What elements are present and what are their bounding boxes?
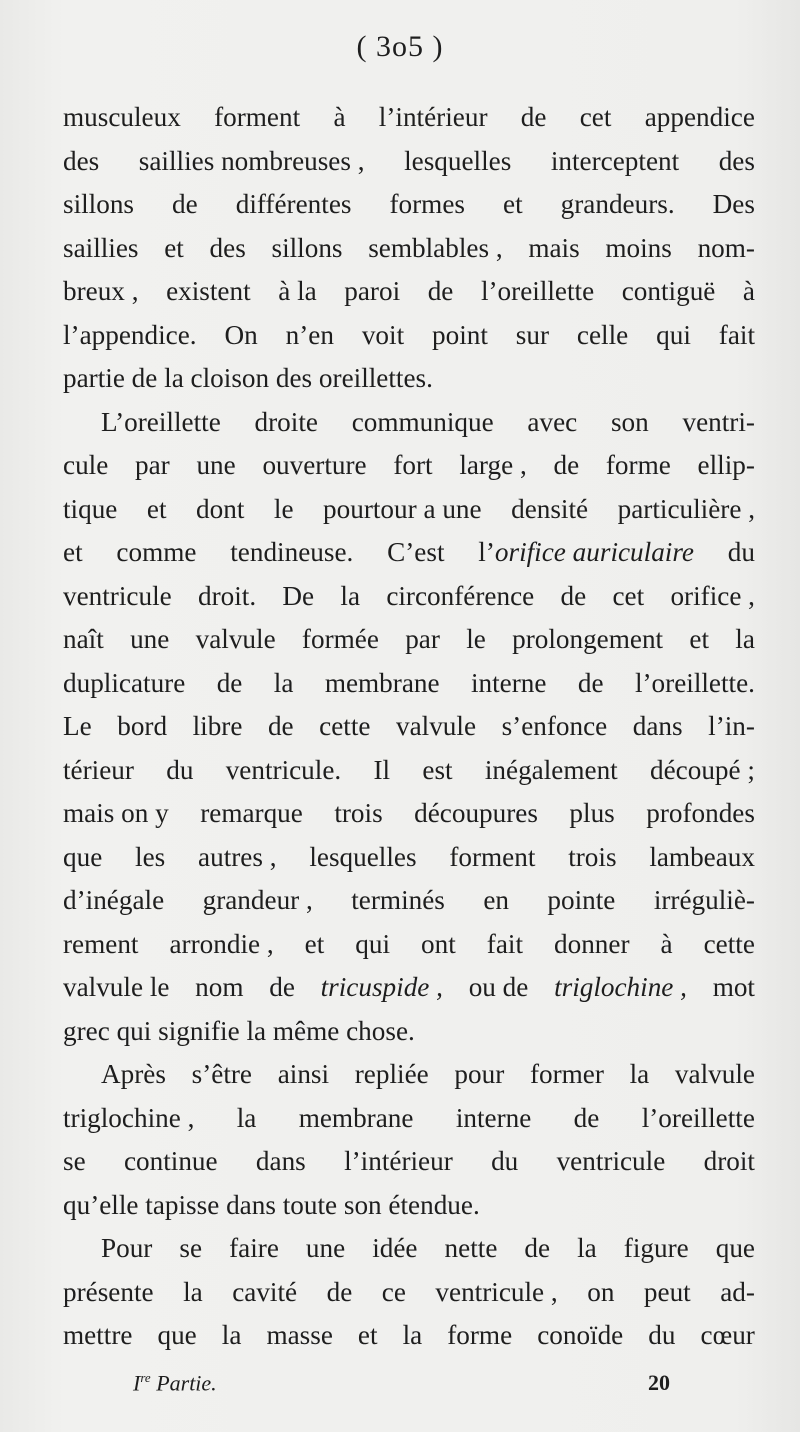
- word: duplicature: [63, 667, 186, 698]
- word: ouverture: [262, 450, 367, 480]
- word: du: [491, 1146, 519, 1176]
- word: droite: [254, 406, 318, 437]
- word: de: [172, 189, 198, 219]
- signature-roman: I: [133, 1370, 141, 1396]
- word: comme: [116, 537, 197, 567]
- word: le: [466, 624, 486, 654]
- word: terminés: [351, 885, 445, 915]
- word: sur: [515, 319, 550, 350]
- text-line: [63, 923, 755, 967]
- word: remarque: [200, 798, 303, 828]
- word: du: [648, 1320, 676, 1350]
- word: droit.: [197, 580, 257, 611]
- word: dans: [255, 1146, 306, 1176]
- page-footer: [0, 1370, 800, 1406]
- word: tique: [63, 493, 118, 524]
- word: que: [715, 1233, 755, 1263]
- word: idée: [372, 1233, 418, 1263]
- word: masse: [266, 1320, 333, 1350]
- word: Après: [101, 1059, 166, 1089]
- text-line: [63, 1271, 755, 1315]
- word: Des: [712, 189, 755, 219]
- word: ont: [421, 928, 456, 959]
- word: faire: [229, 1233, 279, 1263]
- word: la: [735, 624, 755, 654]
- text-line: [63, 401, 755, 445]
- word: arrondie ,: [169, 928, 274, 959]
- word: du: [727, 537, 755, 567]
- word: membrane: [298, 1102, 414, 1133]
- word: cule: [63, 450, 109, 480]
- word: circonférence: [386, 580, 535, 611]
- word: formée: [301, 624, 379, 654]
- word: que: [157, 1320, 197, 1350]
- text-line: [63, 618, 755, 662]
- word: ellip-: [697, 450, 755, 480]
- word: qui: [355, 928, 391, 959]
- word: forme: [605, 450, 671, 480]
- word: irréguliè-: [653, 885, 755, 915]
- text-line: [63, 357, 755, 401]
- word: à: [333, 102, 346, 132]
- word: l’in-: [708, 711, 755, 741]
- word: est: [422, 754, 453, 785]
- word: de: [267, 711, 294, 741]
- text-line: [63, 1227, 755, 1271]
- word: les: [135, 841, 166, 872]
- word: paroi: [344, 276, 401, 306]
- word: contiguë: [621, 276, 716, 306]
- word: le: [273, 493, 294, 524]
- word: l’oreillette.: [634, 667, 755, 698]
- word: par: [135, 450, 170, 480]
- word: plus: [569, 798, 615, 828]
- word: breux ,: [63, 276, 139, 306]
- text-line: [63, 96, 755, 140]
- word: dont: [196, 493, 245, 524]
- word: découpé ;: [650, 754, 755, 785]
- signature-superscript: re: [140, 1370, 151, 1385]
- word: nom: [195, 972, 244, 1002]
- word: térieur: [63, 754, 134, 785]
- word: trois: [334, 798, 383, 828]
- word: qui: [656, 319, 691, 350]
- word: se: [63, 1146, 86, 1176]
- word: De: [282, 580, 315, 611]
- word: Le: [63, 711, 92, 741]
- word: la: [402, 1320, 423, 1350]
- word: semblables ,: [368, 232, 503, 263]
- word: et: [503, 189, 523, 219]
- body-text: [63, 96, 755, 1358]
- word: mot: [712, 972, 755, 1002]
- word: avec: [527, 406, 578, 437]
- word: tricuspide ,: [320, 972, 443, 1002]
- text-line: [63, 662, 755, 706]
- text-line: [63, 227, 755, 271]
- word: cette: [703, 928, 755, 959]
- text-line: [63, 1140, 755, 1184]
- word: forme: [447, 1320, 513, 1350]
- word: forment: [214, 102, 301, 132]
- word: et: [146, 493, 167, 524]
- text-line: [63, 1314, 755, 1358]
- word: son: [610, 406, 649, 437]
- word: fort: [393, 450, 433, 480]
- word: interne: [455, 1102, 532, 1133]
- word: orifice auriculaire: [494, 537, 694, 567]
- word: bord: [117, 711, 168, 741]
- word: sillons: [63, 189, 135, 219]
- word-group: [478, 531, 694, 575]
- word: densité: [511, 493, 589, 524]
- text-line: [63, 792, 755, 836]
- word: appendice: [644, 102, 755, 132]
- signature-mark: [133, 1370, 217, 1396]
- word: droit: [703, 1146, 755, 1176]
- word: en: [483, 885, 509, 915]
- word: saillies nombreuses ,: [138, 145, 365, 176]
- word: particulière ,: [617, 493, 755, 524]
- word: l’oreillette: [480, 276, 595, 306]
- word: dans: [632, 711, 683, 741]
- word: pourtour a une: [323, 493, 482, 524]
- signature-word: Partie.: [156, 1370, 217, 1396]
- word: libre: [192, 711, 243, 741]
- word: de: [216, 667, 243, 698]
- word: par: [405, 624, 440, 654]
- word: à: [742, 276, 755, 306]
- text-line: [63, 314, 755, 358]
- word: ventricule: [63, 580, 172, 611]
- text-line: [63, 488, 755, 532]
- word: celle: [576, 319, 629, 350]
- text-line: [63, 183, 755, 227]
- word: orifice ,: [670, 580, 755, 611]
- word: de: [560, 580, 587, 611]
- word: musculeux: [63, 102, 181, 132]
- word: cet: [579, 102, 612, 132]
- word: l’intérieur: [344, 1146, 453, 1176]
- text-line: [63, 1010, 755, 1054]
- word: moins: [605, 232, 672, 263]
- word: de: [269, 972, 295, 1002]
- word: des: [63, 145, 100, 176]
- word: former: [529, 1059, 604, 1089]
- word: point: [432, 319, 488, 350]
- text-line: [63, 270, 755, 314]
- word: trois: [568, 841, 617, 872]
- word: conoïde: [537, 1320, 624, 1350]
- word: lambeaux: [649, 841, 755, 872]
- word: saillies: [63, 232, 139, 263]
- word: et: [304, 928, 325, 959]
- word: On: [224, 319, 258, 350]
- text-line: [63, 575, 755, 619]
- word: l’oreillette: [641, 1102, 755, 1133]
- text-line: [63, 1184, 755, 1228]
- word: une: [130, 624, 170, 654]
- word: grandeurs.: [560, 189, 675, 219]
- word: ventri-: [682, 406, 755, 437]
- word: triglochine ,: [63, 1102, 195, 1133]
- word: valvule: [195, 624, 276, 654]
- word: cœur: [700, 1320, 755, 1350]
- word: fait: [486, 928, 524, 959]
- word: de: [520, 102, 547, 132]
- word: découpures: [414, 798, 538, 828]
- word: C’est: [387, 537, 445, 567]
- word: la: [236, 1102, 257, 1133]
- word: de: [573, 1102, 600, 1133]
- word: du: [166, 754, 194, 785]
- word: large ,: [459, 450, 527, 480]
- word: des: [718, 145, 755, 176]
- word: présente: [63, 1276, 154, 1307]
- word: l’intérieur: [378, 102, 488, 132]
- text-line: [63, 1053, 755, 1097]
- word: mais: [528, 232, 580, 263]
- word: continue: [123, 1146, 218, 1176]
- word: fait: [718, 319, 755, 350]
- word: pour: [454, 1059, 505, 1089]
- word: s’enfonce: [501, 711, 608, 741]
- word: existent: [166, 276, 251, 306]
- word: à la: [278, 276, 317, 306]
- word: lesquelles: [309, 841, 417, 872]
- word: cavité: [232, 1276, 298, 1307]
- word: à: [660, 928, 673, 959]
- word: la: [273, 667, 294, 698]
- word: interne: [470, 667, 547, 698]
- word: peut: [643, 1276, 691, 1307]
- word: la: [577, 1233, 597, 1263]
- text-line: [63, 140, 755, 184]
- word: Pour: [101, 1233, 153, 1263]
- word: grec qui signifie la même chose.: [63, 1015, 415, 1046]
- word: communique: [351, 406, 494, 437]
- word: nom-: [697, 232, 755, 263]
- word: mettre: [63, 1320, 133, 1350]
- word: et: [63, 537, 83, 567]
- word: valvule le: [63, 972, 170, 1002]
- word: et: [689, 624, 710, 654]
- word: forment: [449, 841, 536, 872]
- word: la: [629, 1059, 650, 1089]
- word: la: [221, 1320, 242, 1350]
- word: que: [63, 841, 103, 872]
- word: une: [305, 1233, 346, 1263]
- word: rement: [63, 928, 139, 959]
- text-line: [63, 966, 755, 1010]
- word: se: [179, 1233, 203, 1263]
- word: ou de: [468, 972, 529, 1002]
- word: s’être: [191, 1059, 253, 1089]
- word: la: [183, 1276, 203, 1307]
- word: repliée: [354, 1059, 429, 1089]
- text-line: [63, 1097, 755, 1141]
- word: interceptent: [550, 145, 680, 176]
- word: donner: [554, 928, 630, 959]
- text-line: [63, 879, 755, 923]
- word: et: [164, 232, 184, 263]
- word: et: [357, 1320, 378, 1350]
- word: n’en: [285, 319, 334, 350]
- text-line: [63, 531, 755, 575]
- word: grandeur ,: [202, 885, 313, 915]
- word: des: [209, 232, 246, 263]
- word: sillons: [271, 232, 343, 263]
- word: formes: [389, 189, 465, 219]
- word: ainsi: [277, 1059, 330, 1089]
- word: ventricule: [556, 1146, 666, 1176]
- word: on: [587, 1276, 615, 1307]
- word: profondes: [646, 798, 755, 828]
- word: partie de la cloison des oreillettes.: [63, 363, 433, 393]
- word: inégalement: [484, 754, 618, 785]
- word: ventricule.: [225, 754, 342, 785]
- word: Il: [373, 754, 391, 785]
- word: de: [427, 276, 454, 306]
- word: mais on y: [63, 798, 169, 828]
- word: nette: [444, 1233, 498, 1263]
- word: de: [577, 667, 604, 698]
- word: de: [326, 1276, 353, 1307]
- word: valvule: [674, 1059, 755, 1089]
- word: lesquelles: [404, 145, 512, 176]
- word: triglochine ,: [554, 972, 687, 1002]
- word: l’appendice.: [63, 319, 197, 350]
- text-line: [63, 705, 755, 749]
- word: ad-: [720, 1276, 755, 1307]
- word: L’oreillette: [101, 406, 221, 437]
- word: prolongement: [512, 624, 664, 654]
- word: d’inégale: [63, 885, 165, 915]
- text-line: [63, 749, 755, 793]
- word: la: [340, 580, 361, 611]
- word: différentes: [235, 189, 352, 219]
- word: ce: [381, 1276, 406, 1307]
- word: de: [524, 1233, 551, 1263]
- word: tendineuse.: [230, 537, 354, 567]
- word: figure: [623, 1233, 689, 1263]
- word: membrane: [324, 667, 440, 698]
- word: l’: [478, 537, 495, 567]
- word: une: [196, 450, 236, 480]
- word: valvule: [396, 711, 477, 741]
- word: voit: [361, 319, 405, 350]
- word: cette: [319, 711, 371, 741]
- word: qu’elle tapisse dans toute son étendue.: [63, 1189, 480, 1220]
- word: autres ,: [198, 841, 277, 872]
- page-number: ( 3o5 ): [356, 30, 444, 63]
- text-line: [63, 444, 755, 488]
- word: ventricule ,: [435, 1276, 558, 1307]
- word: pointe: [547, 885, 616, 915]
- text-line: [63, 836, 755, 880]
- folio-number: 20: [648, 1370, 670, 1395]
- word: naît: [63, 624, 104, 654]
- word: cet: [612, 580, 645, 611]
- word: de: [553, 450, 580, 480]
